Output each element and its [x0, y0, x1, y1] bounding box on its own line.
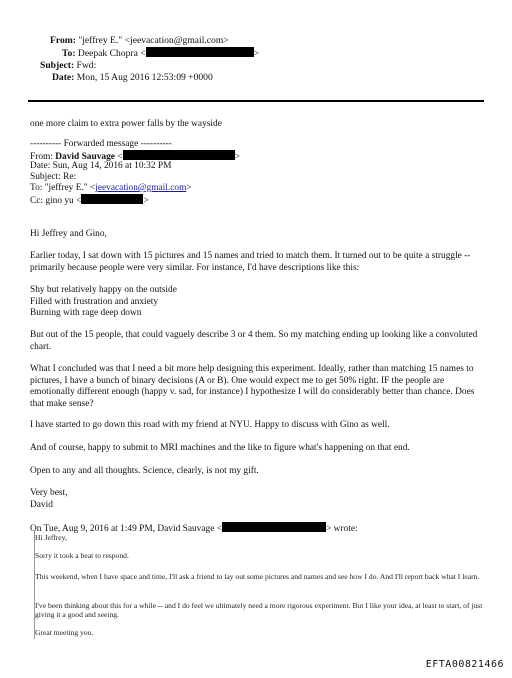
forwarded-divider: ---------- Forwarded message ---------- — [30, 139, 172, 149]
description-line: Shy but relatively happy on the outside — [30, 285, 177, 295]
signature-name: David — [30, 499, 53, 510]
paragraph-text: Open to any and all thoughts. Science, clearly, is not my gift. — [30, 466, 259, 476]
header-subject-value: Fwd: — [76, 60, 97, 71]
header-divider — [28, 100, 484, 102]
quoted-message-bar — [34, 531, 490, 639]
header-to-close: > — [253, 48, 260, 59]
message-paragraph-3 — [30, 364, 490, 410]
forwarded-cc-prefix: Cc: gino yu < — [30, 196, 82, 206]
forwarded-cc-close: > — [143, 196, 149, 206]
message-paragraph-2 — [30, 330, 490, 353]
greeting-text: Hi Jeffrey and Gino, — [30, 229, 107, 239]
header-to-value: Deepak Chopra < — [77, 48, 146, 59]
header-date-value: Mon, 15 Aug 2016 12:53:09 +0000 — [76, 72, 213, 83]
header-from-value: "jeffrey E." <jeevacation@gmail.com> — [78, 35, 229, 46]
paragraph-text: What I concluded was that I need a bit more help designing this experiment. Ideally, rather than matching 15 names to pictures, I have a bunch of binary decisions (A or B). One would expect me to get 50% right. IF the people are emotionally different enough (happy v. sad, for instance) I hypothesize I will do considerably better than chance. Does that make sense? — [30, 364, 475, 409]
quoted-text: Sorry it took a beat to respond. — [35, 551, 129, 560]
quoted-greeting — [35, 533, 490, 542]
redaction-bar — [146, 47, 254, 57]
forwarded-to-email-link[interactable]: jeevacation@gmail.com — [95, 183, 187, 193]
header-to-label: To: — [62, 48, 76, 59]
quoted-paragraph-2 — [35, 572, 490, 581]
header-from-label: From: — [50, 35, 76, 46]
quoted-text: I've been thinking about this for a while -- and I do feel we ultimately need a more rigorous experiment. But I like your idea, at least to start, of just giving it a good and seeing. — [35, 601, 483, 620]
redaction-bar — [81, 194, 143, 204]
quoted-paragraph-3 — [35, 601, 490, 620]
forwarded-from-open: < — [114, 152, 123, 162]
forwarded-from-name: David Sauvage — [55, 152, 115, 162]
header-date-row — [52, 72, 213, 84]
intro-text: one more claim to extra power falls by the wayside — [30, 119, 222, 129]
quote-header-prefix: On Tue, Aug 9, 2016 at 1:49 PM, David Sauvage < — [30, 524, 223, 534]
header-from-row — [50, 35, 229, 47]
message-paragraph-5 — [30, 443, 490, 455]
intro-line — [30, 119, 490, 131]
forwarded-date: Date: Sun, Aug 14, 2016 at 10:32 PM — [30, 161, 172, 171]
forwarded-to-close: > — [186, 183, 192, 193]
quoted-text: Hi Jeffrey, — [35, 533, 67, 542]
signature — [30, 488, 490, 511]
signoff-text: Very best, — [30, 488, 68, 498]
paragraph-text: I have started to go down this road with my friend at NYU. Happy to discuss with Gino as well. — [30, 420, 390, 430]
header-subject-row — [40, 60, 96, 72]
forwarded-cc-row — [30, 194, 149, 208]
message-paragraph-6 — [30, 466, 490, 478]
forwarded-to-prefix: To: "jeffrey E." < — [30, 183, 96, 193]
message-paragraph-1 — [30, 251, 490, 274]
message-greeting — [30, 229, 490, 241]
forwarded-subject: Subject: Re: — [30, 172, 77, 182]
quoted-paragraph-4 — [35, 628, 490, 637]
quote-header-suffix: > wrote: — [326, 524, 358, 534]
message-paragraph-4 — [30, 420, 490, 432]
paragraph-text: Earlier today, I sat down with 15 pictures and 15 names and tried to match them. It turned out to be quite a struggle -- primarily because people were very similar. For instance, I'd have descriptions like this: — [30, 251, 471, 273]
quoted-text: Great meeting you. — [35, 628, 94, 637]
forwarded-from-close: > — [234, 152, 240, 162]
description-list — [30, 285, 490, 320]
quoted-text: This weekend, when I have space and time, I'll ask a friend to lay out some pictures and names and see how I do. And I'll report back what I learn. — [35, 572, 480, 581]
quoted-paragraph-1 — [35, 551, 490, 560]
header-subject-label: Subject: — [40, 60, 75, 71]
forwarded-from-prefix: From: — [30, 152, 56, 162]
header-to-row — [62, 47, 259, 60]
paragraph-text: But out of the 15 people, that could vaguely describe 3 or 4 them. So my matching ending up looking like a convoluted chart. — [30, 330, 478, 352]
document-id: EFTA00821466 — [425, 659, 504, 670]
header-date-label: Date: — [52, 72, 75, 83]
description-line: Burning with rage deep down — [30, 308, 142, 318]
forwarded-to-row — [30, 183, 192, 195]
redaction-bar — [123, 150, 235, 160]
paragraph-text: And of course, happy to submit to MRI machines and the like to figure what's happening on that end. — [30, 443, 410, 453]
description-line: Filled with frustration and anxiety — [30, 296, 159, 307]
